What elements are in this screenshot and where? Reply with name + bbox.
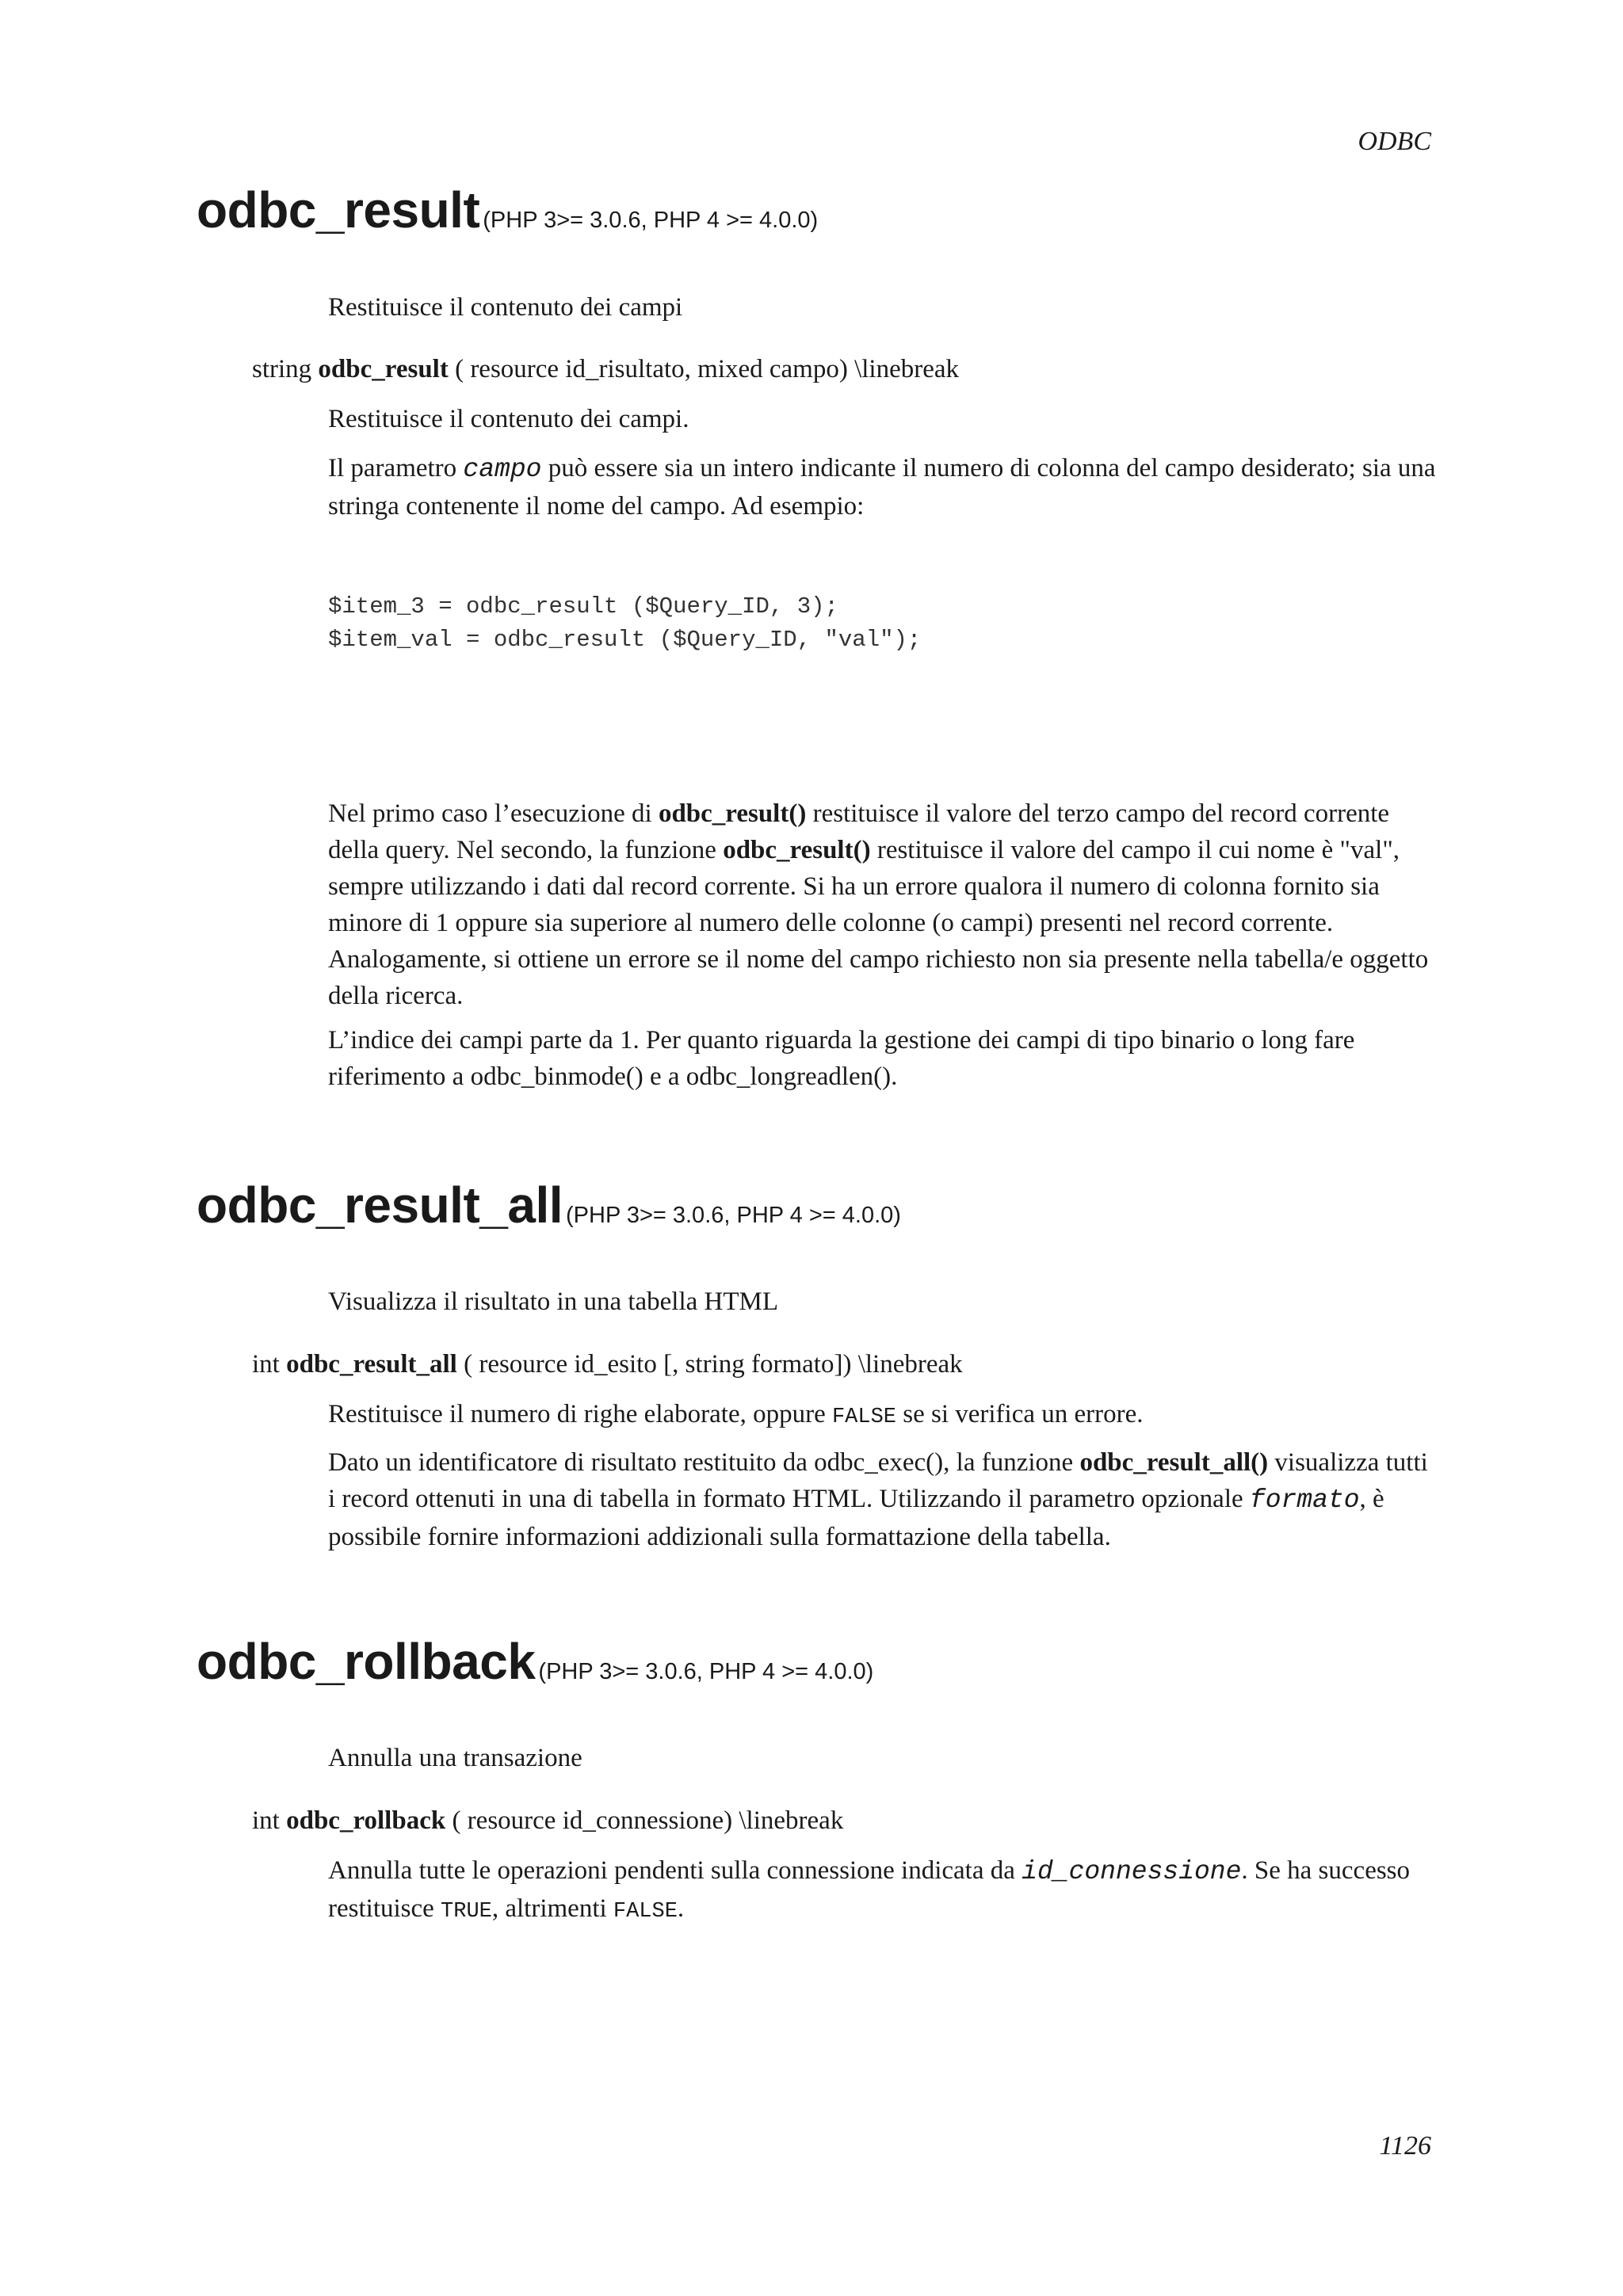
constant-true: TRUE: [441, 1900, 492, 1924]
constant-false: FALSE: [613, 1900, 678, 1924]
purpose-text: Restituisce il contenuto dei campi: [328, 293, 683, 322]
function-reference: odbc_result(): [658, 799, 807, 828]
version-info: (PHP 3>= 3.0.6, PHP 4 >= 4.0.0): [538, 1659, 874, 1684]
entry-title-odbc-rollback: [197, 1632, 873, 1691]
parameter-paragraph: Il parametro campo può essere sia un intero indicante il numero di colonna del campo desiderato; sia una stringa contenente il nome del campo. Ad esempio:: [328, 454, 1436, 521]
entry-title-odbc-result-all: [197, 1176, 901, 1234]
prototype-args: ( resource id_connessione) \linebreak: [452, 1806, 844, 1835]
code-example: [328, 590, 921, 657]
return-type: int: [252, 1806, 280, 1835]
prototype-args: ( resource id_esito [, string formato]) \linebreak: [464, 1350, 963, 1379]
constant-false: FALSE: [831, 1405, 896, 1429]
return-description: Annulla tutte le operazioni pendenti sulla connessione indicata da id_connessione. Se ha successo restituisce TRUE, altrimenti FALSE.: [328, 1856, 1411, 1924]
function-name: odbc_result_all: [197, 1177, 563, 1234]
code-line: $item_3 = odbc_result ($Query_ID, 3);: [328, 593, 838, 620]
return-type: int: [252, 1350, 280, 1379]
parameter-name: id_connessione: [1022, 1857, 1242, 1886]
prototype-args: ( resource id_risultato, mixed campo) \linebreak: [455, 355, 960, 383]
page-number: 1126: [1379, 2131, 1431, 2161]
running-head: ODBC: [1358, 127, 1431, 156]
explanation-paragraph: Nel primo caso l’esecuzione di odbc_result() restituisce il valore del terzo campo del record corrente della query. Nel secondo, la funzione odbc_result() restituisce il valore del campo il cui nome è "val", sempre utilizzando i dati dal record corrente. Si ha un errore qualora il numero di colonna fornito sia minore di 1 oppure sia superiore al numero delle colonne (o campi) presenti nel record corrente. Analogamente, si ottiene un errore se il nome del campo richiesto non sia presente nella tabella/e oggetto della ricerca.: [328, 799, 1429, 1010]
function-reference: odbc_result(): [723, 836, 871, 864]
return-description: Restituisce il numero di righe elaborate, oppure FALSE se si verifica un errore.: [328, 1400, 1144, 1429]
version-info: (PHP 3>= 3.0.6, PHP 4 >= 4.0.0): [483, 208, 819, 233]
purpose-text: Visualizza il risultato in una tabella HTML: [328, 1287, 779, 1316]
parameter-name: formato: [1249, 1486, 1360, 1515]
function-prototype: [252, 1802, 843, 1839]
purpose-text: Annulla una transazione: [328, 1744, 582, 1772]
index-note-paragraph: L’indice dei campi parte da 1. Per quanto riguarda la gestione dei campi di tipo binario o long fare riferimento a odbc_binmode() e a odbc_longreadlen().: [328, 1026, 1355, 1091]
prototype-name: odbc_result: [318, 355, 449, 383]
function-name: odbc_rollback: [197, 1633, 536, 1690]
prototype-name: odbc_result_all: [286, 1350, 457, 1379]
function-name: odbc_result: [197, 181, 480, 238]
return-type: string: [252, 355, 312, 383]
return-description: Restituisce il contenuto dei campi.: [328, 405, 689, 433]
code-line: $item_val = odbc_result ($Query_ID, "val");: [328, 627, 922, 653]
function-prototype: [252, 1346, 963, 1383]
version-info: (PHP 3>= 3.0.6, PHP 4 >= 4.0.0): [566, 1203, 901, 1228]
parameter-name: campo: [463, 455, 542, 484]
function-prototype: [252, 351, 959, 387]
description-paragraph: Dato un identificatore di risultato restituito da odbc_exec(), la funzione odbc_result_all() visualizza tutti i record ottenuti in una di tabella in formato HTML. Utilizzando il parametro opzionale formato, è possibile fornire informazioni addizionali sulla formattazione della tabella.: [328, 1448, 1428, 1551]
function-reference: odbc_result_all(): [1079, 1448, 1269, 1477]
prototype-name: odbc_rollback: [286, 1806, 446, 1835]
entry-title-odbc-result: [197, 181, 818, 239]
